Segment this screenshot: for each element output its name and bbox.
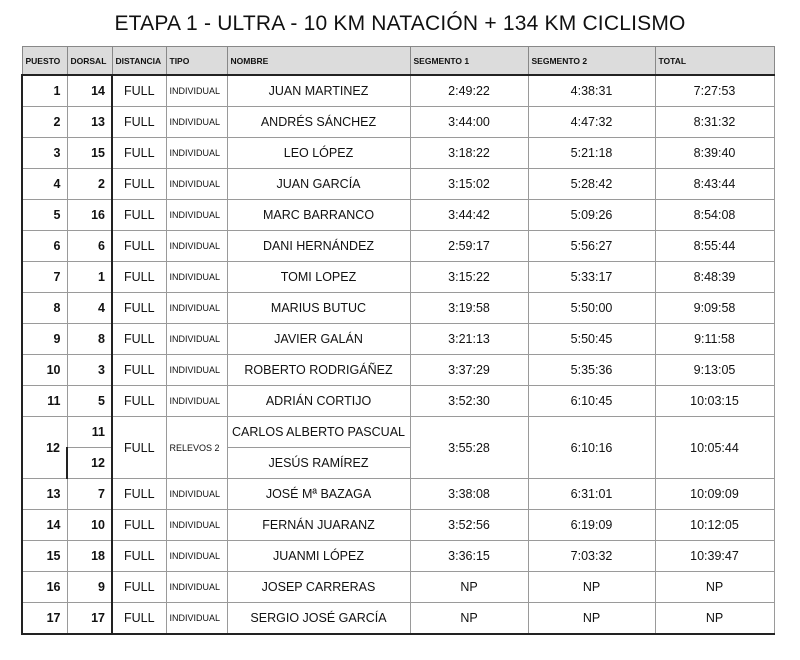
cell-tipo: INDIVIDUAL [166, 169, 227, 200]
cell-nombre: CARLOS ALBERTO PASCUAL [227, 417, 410, 448]
cell-total: 7:27:53 [655, 75, 774, 107]
table-row [22, 75, 774, 107]
cell-tipo: INDIVIDUAL [166, 262, 227, 293]
table-row [22, 479, 774, 510]
cell-total: 9:13:05 [655, 355, 774, 386]
cell-nombre: MARC BARRANCO [227, 200, 410, 231]
header-segmento-1: SEGMENTO 1 [410, 47, 528, 76]
cell-seg2: 6:31:01 [528, 479, 655, 510]
cell-puesto: 8 [22, 293, 67, 324]
cell-total: 8:43:44 [655, 169, 774, 200]
cell-total: 10:03:15 [655, 386, 774, 417]
cell-distancia: FULL [112, 200, 166, 231]
header-dorsal: DORSAL [67, 47, 112, 76]
cell-nombre: ADRIÁN CORTIJO [227, 386, 410, 417]
table-row [22, 386, 774, 417]
table-row [22, 603, 774, 635]
results-table [21, 46, 775, 635]
cell-distancia: FULL [112, 262, 166, 293]
cell-nombre: MARIUS BUTUC [227, 293, 410, 324]
table-row [22, 355, 774, 386]
cell-seg2: NP [528, 572, 655, 603]
cell-puesto: 5 [22, 200, 67, 231]
cell-tipo: INDIVIDUAL [166, 541, 227, 572]
table-row [22, 200, 774, 231]
cell-total: 10:12:05 [655, 510, 774, 541]
cell-puesto: 17 [22, 603, 67, 635]
cell-seg1: 3:15:02 [410, 169, 528, 200]
cell-distancia: FULL [112, 417, 166, 479]
cell-nombre: TOMI LOPEZ [227, 262, 410, 293]
cell-dorsal: 9 [67, 572, 112, 603]
cell-puesto: 2 [22, 107, 67, 138]
cell-tipo: INDIVIDUAL [166, 603, 227, 635]
cell-dorsal: 10 [67, 510, 112, 541]
cell-distancia: FULL [112, 231, 166, 262]
cell-dorsal: 17 [67, 603, 112, 635]
cell-dorsal: 8 [67, 324, 112, 355]
cell-seg2: 5:28:42 [528, 169, 655, 200]
cell-seg1: 3:52:56 [410, 510, 528, 541]
cell-seg2: 5:50:45 [528, 324, 655, 355]
table-row [22, 169, 774, 200]
cell-dorsal: 2 [67, 169, 112, 200]
table-row [22, 138, 774, 169]
table-row [22, 293, 774, 324]
cell-distancia: FULL [112, 355, 166, 386]
cell-nombre: ROBERTO RODRIGÁÑEZ [227, 355, 410, 386]
cell-total: 9:11:58 [655, 324, 774, 355]
cell-seg2: 5:50:00 [528, 293, 655, 324]
cell-seg1: NP [410, 572, 528, 603]
cell-dorsal: 14 [67, 75, 112, 107]
cell-seg1: 3:38:08 [410, 479, 528, 510]
cell-tipo: INDIVIDUAL [166, 107, 227, 138]
cell-tipo: INDIVIDUAL [166, 75, 227, 107]
cell-puesto: 1 [22, 75, 67, 107]
cell-seg2: 6:19:09 [528, 510, 655, 541]
cell-total: 8:31:32 [655, 107, 774, 138]
table-header-row [22, 47, 774, 76]
cell-distancia: FULL [112, 75, 166, 107]
cell-dorsal: 4 [67, 293, 112, 324]
cell-seg1: 3:19:58 [410, 293, 528, 324]
cell-seg1: 3:15:22 [410, 262, 528, 293]
cell-seg1: NP [410, 603, 528, 635]
cell-dorsal: 16 [67, 200, 112, 231]
cell-seg2: 5:56:27 [528, 231, 655, 262]
table-row [22, 324, 774, 355]
cell-distancia: FULL [112, 541, 166, 572]
cell-distancia: FULL [112, 479, 166, 510]
cell-puesto: 4 [22, 169, 67, 200]
header-segmento-2: SEGMENTO 2 [528, 47, 655, 76]
cell-dorsal: 13 [67, 107, 112, 138]
cell-total: 8:55:44 [655, 231, 774, 262]
cell-seg2: NP [528, 603, 655, 635]
cell-total: 10:39:47 [655, 541, 774, 572]
cell-total: NP [655, 603, 774, 635]
header-total: TOTAL [655, 47, 774, 76]
cell-nombre: JAVIER GALÁN [227, 324, 410, 355]
table-row [22, 417, 774, 448]
cell-total: 8:39:40 [655, 138, 774, 169]
cell-seg2: 5:09:26 [528, 200, 655, 231]
cell-seg1: 2:59:17 [410, 231, 528, 262]
cell-seg1: 3:21:13 [410, 324, 528, 355]
cell-tipo: INDIVIDUAL [166, 355, 227, 386]
cell-tipo: INDIVIDUAL [166, 572, 227, 603]
table-row [22, 231, 774, 262]
cell-dorsal: 6 [67, 231, 112, 262]
cell-puesto: 12 [22, 417, 67, 479]
cell-tipo: INDIVIDUAL [166, 293, 227, 324]
cell-nombre: JUAN MARTINEZ [227, 75, 410, 107]
cell-nombre: JOSEP CARRERAS [227, 572, 410, 603]
cell-seg1: 3:36:15 [410, 541, 528, 572]
cell-dorsal: 12 [67, 448, 112, 479]
cell-nombre: JUAN GARCÍA [227, 169, 410, 200]
page-title: ETAPA 1 - ULTRA - 10 KM NATACIÓN + 134 KM CICLISMO [114, 12, 686, 35]
table-row [22, 510, 774, 541]
header-nombre: NOMBRE [227, 47, 410, 76]
cell-puesto: 16 [22, 572, 67, 603]
cell-tipo: RELEVOS 2 [166, 417, 227, 479]
cell-nombre: FERNÁN JUARANZ [227, 510, 410, 541]
cell-tipo: INDIVIDUAL [166, 510, 227, 541]
cell-distancia: FULL [112, 107, 166, 138]
cell-seg1: 3:44:00 [410, 107, 528, 138]
cell-distancia: FULL [112, 293, 166, 324]
cell-total: 8:54:08 [655, 200, 774, 231]
cell-dorsal: 7 [67, 479, 112, 510]
cell-tipo: INDIVIDUAL [166, 200, 227, 231]
cell-dorsal: 3 [67, 355, 112, 386]
cell-seg1: 2:49:22 [410, 75, 528, 107]
table-row [22, 262, 774, 293]
cell-distancia: FULL [112, 324, 166, 355]
cell-distancia: FULL [112, 603, 166, 635]
cell-distancia: FULL [112, 510, 166, 541]
cell-dorsal: 5 [67, 386, 112, 417]
cell-seg2: 6:10:16 [528, 417, 655, 479]
cell-total: 9:09:58 [655, 293, 774, 324]
cell-tipo: INDIVIDUAL [166, 231, 227, 262]
cell-total: 8:48:39 [655, 262, 774, 293]
cell-distancia: FULL [112, 572, 166, 603]
header-distancia: DISTANCIA [112, 47, 166, 76]
cell-nombre: JOSÉ Mª BAZAGA [227, 479, 410, 510]
table-row [22, 107, 774, 138]
cell-distancia: FULL [112, 386, 166, 417]
cell-seg2: 7:03:32 [528, 541, 655, 572]
cell-seg2: 4:38:31 [528, 75, 655, 107]
cell-nombre: JUANMI LÓPEZ [227, 541, 410, 572]
cell-seg2: 5:35:36 [528, 355, 655, 386]
cell-total: 10:09:09 [655, 479, 774, 510]
cell-seg2: 4:47:32 [528, 107, 655, 138]
cell-seg1: 3:37:29 [410, 355, 528, 386]
cell-nombre: JESÚS RAMÍREZ [227, 448, 410, 479]
cell-dorsal: 1 [67, 262, 112, 293]
cell-seg1: 3:52:30 [410, 386, 528, 417]
cell-nombre: SERGIO JOSÉ GARCÍA [227, 603, 410, 635]
cell-total: 10:05:44 [655, 417, 774, 479]
table-row [22, 572, 774, 603]
cell-distancia: FULL [112, 138, 166, 169]
cell-puesto: 9 [22, 324, 67, 355]
header-puesto: PUESTO [22, 47, 67, 76]
cell-tipo: INDIVIDUAL [166, 138, 227, 169]
cell-seg1: 3:55:28 [410, 417, 528, 479]
cell-puesto: 10 [22, 355, 67, 386]
cell-puesto: 13 [22, 479, 67, 510]
cell-puesto: 15 [22, 541, 67, 572]
cell-distancia: FULL [112, 169, 166, 200]
cell-dorsal: 11 [67, 417, 112, 448]
cell-puesto: 7 [22, 262, 67, 293]
cell-puesto: 11 [22, 386, 67, 417]
cell-puesto: 3 [22, 138, 67, 169]
cell-seg1: 3:44:42 [410, 200, 528, 231]
cell-dorsal: 15 [67, 138, 112, 169]
cell-seg1: 3:18:22 [410, 138, 528, 169]
table-row [22, 541, 774, 572]
cell-seg2: 5:21:18 [528, 138, 655, 169]
cell-nombre: DANI HERNÁNDEZ [227, 231, 410, 262]
cell-puesto: 6 [22, 231, 67, 262]
cell-tipo: INDIVIDUAL [166, 386, 227, 417]
cell-seg2: 6:10:45 [528, 386, 655, 417]
cell-nombre: ANDRÉS SÁNCHEZ [227, 107, 410, 138]
cell-tipo: INDIVIDUAL [166, 324, 227, 355]
cell-tipo: INDIVIDUAL [166, 479, 227, 510]
cell-dorsal: 18 [67, 541, 112, 572]
cell-seg2: 5:33:17 [528, 262, 655, 293]
cell-puesto: 14 [22, 510, 67, 541]
cell-nombre: LEO LÓPEZ [227, 138, 410, 169]
cell-total: NP [655, 572, 774, 603]
header-tipo: TIPO [166, 47, 227, 76]
